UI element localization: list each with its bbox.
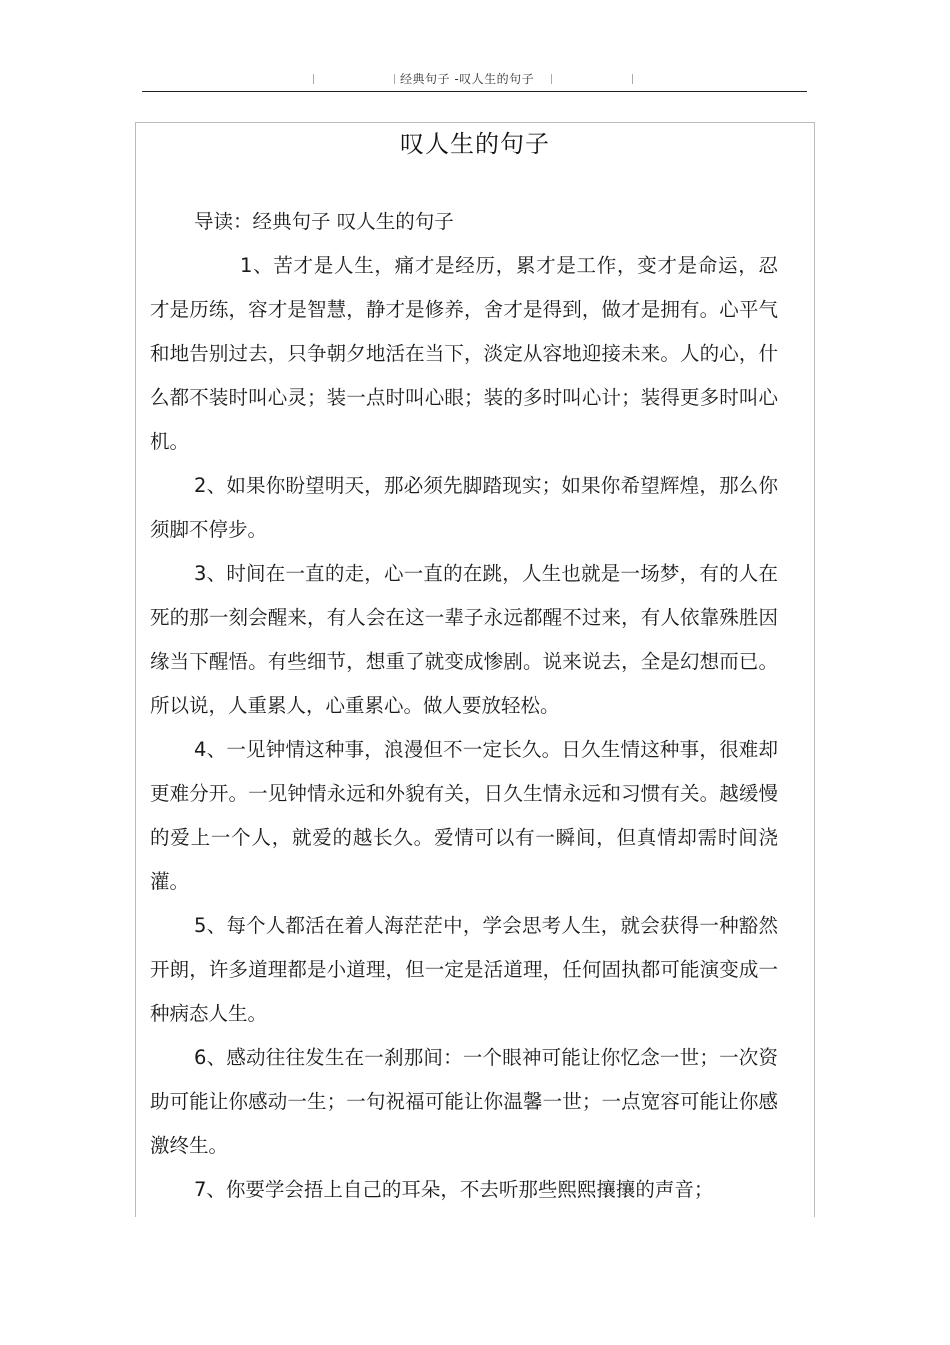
header-tick-far-right — [632, 74, 633, 84]
header-tick-mid — [394, 74, 395, 84]
paragraph-3: 3、时间在一直的走，心一直的在跳，人生也就是一场梦，有的人在死的那一刻会醒来，有人会在这一辈子永远都醒不过来，有人依靠殊胜因缘当下醒悟。有些细节，想重了就变成惨剧。说来说去，全是幻想而已。所以说，人重累人，心重累心。做人要放轻松。 — [150, 562, 778, 717]
paragraph-2: 2、如果你盼望明天，那必须先脚踏现实；如果你希望辉煌，那么你须脚不停步。 — [150, 474, 778, 541]
page-header — [0, 66, 950, 92]
document-body — [150, 200, 778, 1212]
paragraph-5: 5、每个人都活在着人海茫茫中，学会思考人生，就会获得一种豁然开朗，许多道理都是小道理，但一定是活道理，任何固执都可能演变成一种病态人生。 — [150, 914, 778, 1025]
paragraph-1: 1、苦才是人生，痛才是经历，累才是工作，变才是命运，忍才是历练，容才是智慧，静才是修养，舍才是得到，做才是拥有。心平气和地告别过去，只争朝夕地活在当下，淡定从容地迎接未来。人的心，什么都不装时叫心灵；装一点时叫心眼；装的多时叫心计；装得更多时叫心机。 — [150, 254, 778, 453]
header-rule — [142, 91, 807, 92]
paragraph-4: 4、一见钟情这种事，浪漫但不一定长久。日久生情这种事，很难却更难分开。一见钟情永远和外貌有关，日久生情永远和习惯有关。越缓慢的爱上一个人，就爱的越长久。爱情可以有一瞬间，但真情却需时间浇灌。 — [150, 738, 778, 893]
paragraph-6: 6、感动往往发生在一刹那间：一个眼神可能让你忆念一世；一次资助可能让你感动一生；一句祝福可能让你温馨一世；一点宽容可能让你感激终生。 — [150, 1046, 778, 1157]
header-tick-left — [313, 74, 314, 84]
document-title: 叹人生的句子 — [400, 130, 550, 158]
header-tick-right — [551, 74, 552, 84]
paragraph-7: 7、你要学会捂上自己的耳朵，不去听那些熙熙攘攘的声音； — [194, 1178, 714, 1201]
lead-line: 导读：经典句子 叹人生的句子 — [194, 210, 454, 233]
header-text: 经典句子 -叹人生的句子 — [400, 72, 535, 86]
